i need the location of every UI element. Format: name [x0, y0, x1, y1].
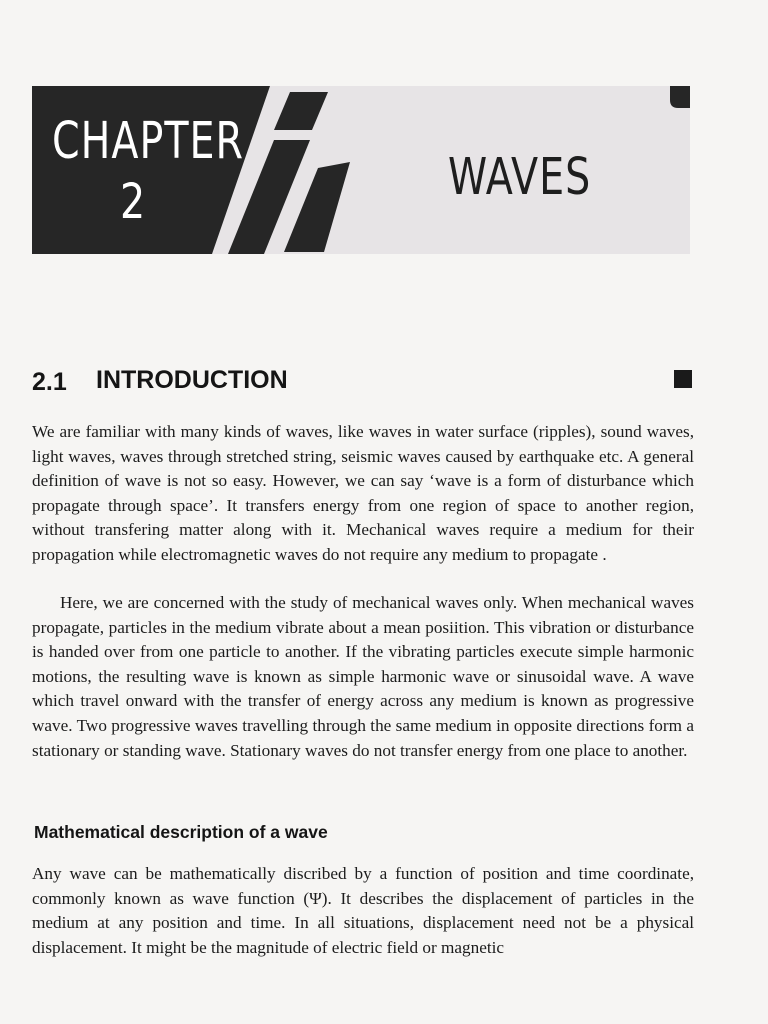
- subsection-heading: Mathematical description of a wave: [34, 822, 328, 842]
- section-number: 2.1: [32, 368, 67, 396]
- section-marker-square: [674, 370, 692, 388]
- chapter-number: 2: [120, 174, 147, 231]
- intro-paragraph: We are familiar with many kinds of waves, like waves in water surface (ripples), sound waves, light waves, waves through stretched string, seismic waves caused by earthquake etc. A general definition of wave is not so easy. However, we can say ‘wave is a form of disturbance which propagate through space’. It transfers energy from one region of space to another region, without transfering matter along with it. Mechanical waves require a medium for their propagation while electromagnetic waves do not require any medium to propagate .: [32, 422, 694, 564]
- chapter-banner: [32, 86, 690, 254]
- banner-corner-tab: [670, 86, 690, 108]
- wave-function-paragraph: Any wave can be mathematically discribed by a function of position and time coordinate, commonly known as wave function (Ψ). It describes the displacement of particles in the medium at any position and time. In all situations, displacement need not be a physical displacement. It might be the magnitude of electric field or magnetic: [32, 864, 694, 957]
- section-heading: [32, 364, 692, 398]
- chapter-title: WAVES: [448, 148, 592, 207]
- mechanical-waves-paragraph: Here, we are concerned with the study of mechanical waves only. When mechanical waves propagate, particles in the medium vibrate about a mean posiition. This vibration or disturbance is handed over from one particle to another. If the vibrating particles execute simple harmonic motions, the resulting wave is known as simple harmonic wave or sinusoidal wave. A wave which travel onward with the transfer of energy across any medium is known as progressive wave. Two progressive waves travelling through the same medium in opposite directions form a stationary or standing wave. Stationary waves do not transfer energy from one place to another.: [32, 593, 694, 760]
- chapter-label: CHAPTER: [52, 112, 245, 171]
- section-title: INTRODUCTION: [96, 366, 288, 394]
